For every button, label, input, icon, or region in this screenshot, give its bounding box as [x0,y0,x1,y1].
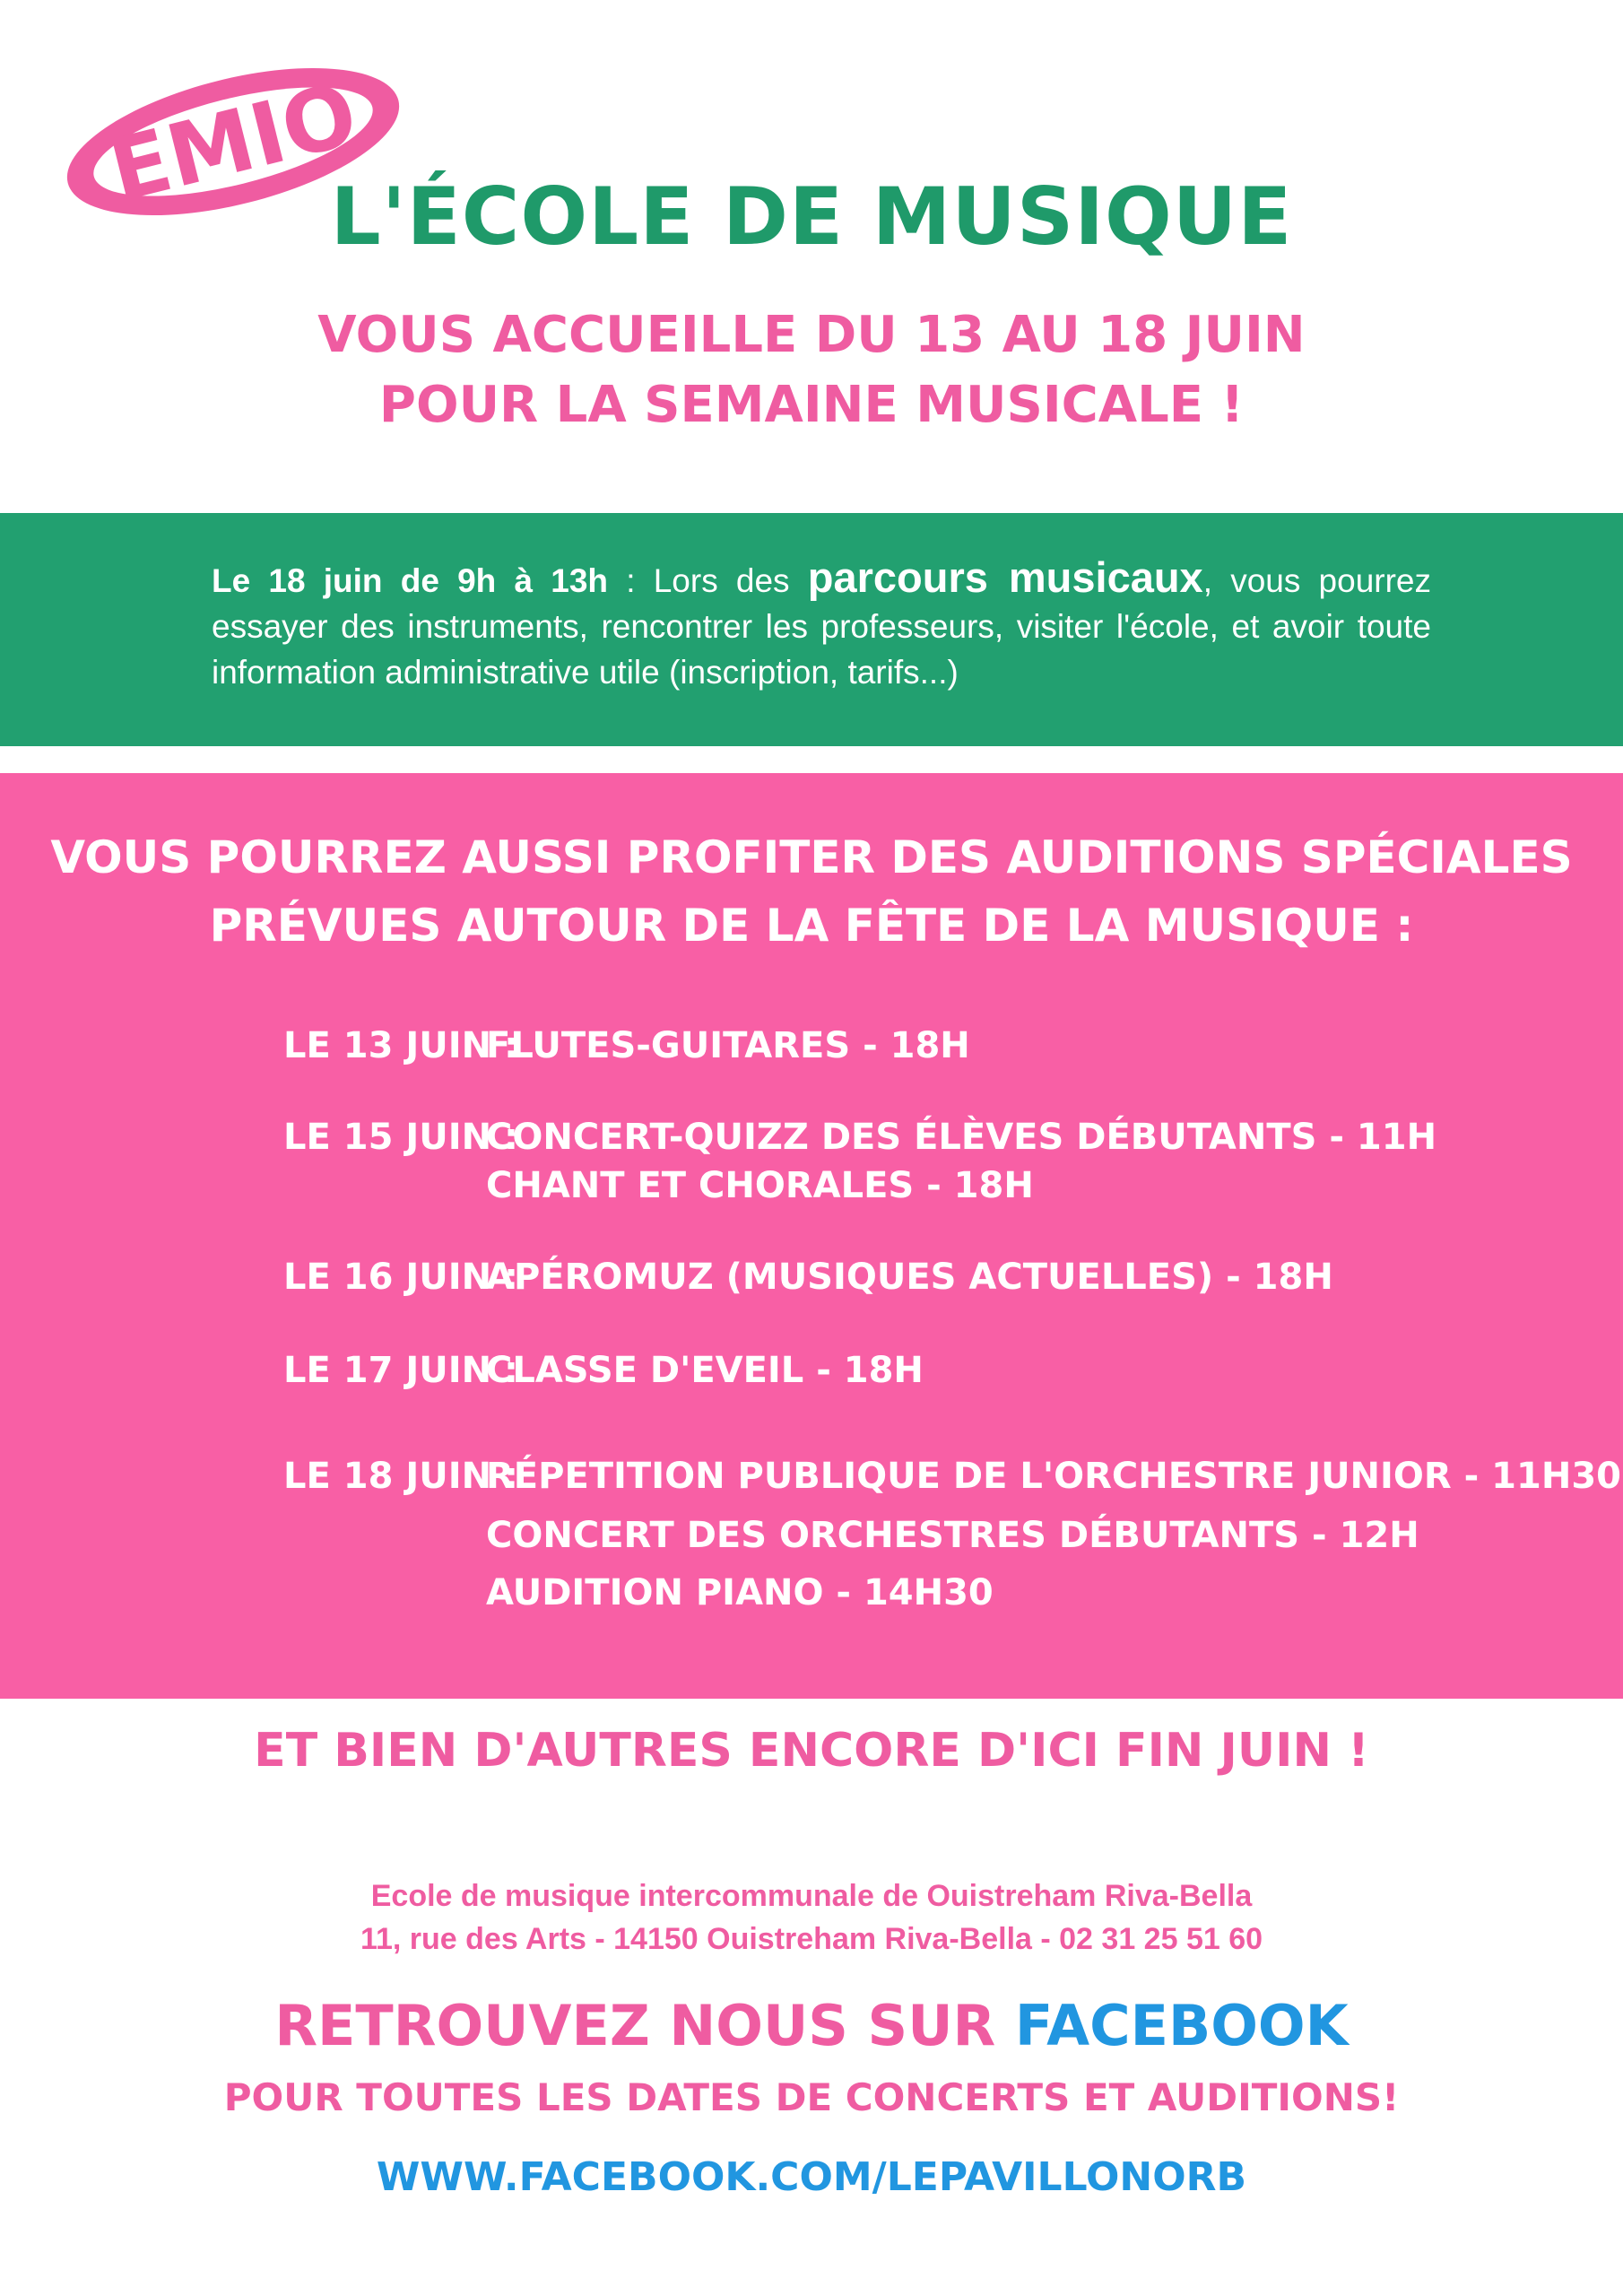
schedule-row [283,1451,1621,1501]
schedule-row [283,1021,970,1071]
schedule-event: FLUTES-GUITARES - 18H [486,1025,970,1066]
page-title: L'ÉCOLE DE MUSIQUE [330,170,1293,263]
schedule-date: LE 15 JUIN : [283,1117,518,1158]
follow-headline [0,1993,1623,2058]
address-line-1: Ecole de musique intercommunale de Ouistreham Riva-Bella [370,1879,1253,1913]
page-subtitle [0,300,1623,440]
schedule-date: LE 16 JUIN : [283,1257,518,1298]
school-address [0,1874,1623,1961]
schedule-date: LE 18 JUIN : [283,1456,518,1497]
tagline: ET BIEN D'AUTRES ENCORE D'ICI FIN JUIN ! [254,1724,1369,1778]
schedule-row-continued [283,1510,1419,1561]
follow-subline: POUR TOUTES LES DATES DE CONCERTS ET AUDITIONS! [223,2075,1400,2119]
schedule-event: APÉROMUZ (MUSIQUES ACTUELLES) - 18H [486,1257,1333,1298]
facebook-brand: FACEBOOK [1014,1993,1349,2058]
schedule-event: CHANT ET CHORALES - 18H [486,1165,1034,1206]
follow-prefix: RETROUVEZ NOUS SUR [274,1993,1015,2058]
schedule-date: LE 17 JUIN : [283,1350,518,1391]
schedule-row [283,1345,924,1396]
auditions-heading [0,823,1623,960]
facebook-url-link[interactable]: WWW.FACEBOOK.COM/LEPAVILLONORB [376,2154,1247,2200]
schedule-row [283,1252,1333,1302]
schedule-event: CLASSE D'EVEIL - 18H [486,1350,924,1391]
logo-text: EMIO [100,63,367,222]
subtitle-line-2: POUR LA SEMAINE MUSICALE ! [378,376,1245,434]
parcours-sep: : Lors des [608,562,808,599]
auditions-heading-line-1: VOUS POURREZ AUSSI PROFITER DES AUDITIONS SPÉCIALES [50,831,1573,883]
parcours-rest: , vous pourrez essayer des instruments, rencontrer les professeurs, visiter l'école, et avoir toute information administrative utile (inscription, tarifs...) [212,562,1432,691]
schedule-row [283,1112,1436,1162]
schedule-event: AUDITION PIANO - 14H30 [486,1572,994,1613]
parcours-paragraph [212,554,1431,695]
schedule-event: CONCERT-QUIZZ DES ÉLÈVES DÉBUTANTS - 11H [486,1117,1437,1158]
subtitle-line-1: VOUS ACCUEILLE DU 13 AU 18 JUIN [317,306,1306,364]
auditions-heading-line-2: PRÉVUES AUTOUR DE LA FÊTE DE LA MUSIQUE : [209,900,1414,952]
schedule-event: RÉPETITION PUBLIQUE DE L'ORCHESTRE JUNIOR - 11H30 [486,1456,1621,1497]
schedule-event: CONCERT DES ORCHESTRES DÉBUTANTS - 12H [486,1515,1419,1556]
address-line-2: 11, rue des Arts - 14150 Ouistreham Riva-Bella - 02 31 25 51 60 [360,1922,1263,1956]
parcours-date: Le 18 juin de 9h à 13h [212,562,609,599]
schedule-row-continued [283,1161,1034,1211]
schedule-date: LE 13 JUIN : [283,1025,518,1066]
schedule-row-continued [283,1568,994,1618]
parcours-highlight: parcours musicaux [807,553,1203,601]
